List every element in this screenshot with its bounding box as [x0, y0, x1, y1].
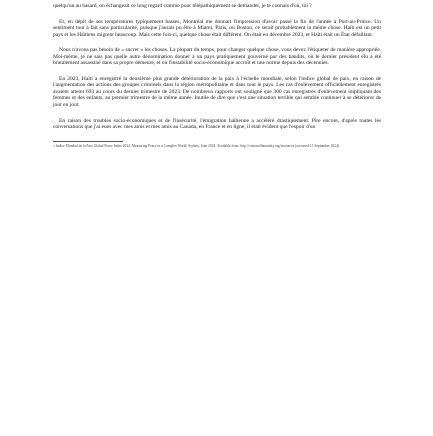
paragraph-3: Nous n'avons pas besoin de « sucrer » les choses. La plupart du temps, pour changer quelque chose, vous devez l'étiqueter de manière appropriée. Moi-même, je ne sais pas quelle autre dénomination donner à un pays pratiquement gouverné par des bandits, où le dernier président élu a été brutalement assassiné dans sa propre demeure, et où l'instabilité socio-économique accroît et une norme depuis des décennies. [53, 47, 381, 67]
paragraph-4: En 2023, Haïti a enregistré la deuxième plus grande détérioration de la paix à l'échelle mondiale, selon l'indice global de paix, en raison de l'augmentation des actions des groupes criminels dans la région métropolitaine et dans tout le pays. Les cas d'enlèvement officiellement enregistrés avaient atteint 693 au cours du dernier trimestre de 2023. De nombreux rapports ont souligné que 300 cas enregistrés d'enlèvement impliquant des femmes et des enfants, au premier trimestre de la même année. Inutile de dire que c'est une situation terrible qui semble continuer à se détériorer de jour en jour. [53, 75, 381, 109]
paragraph-gap [53, 67, 381, 76]
paragraph-gap [53, 10, 381, 19]
paragraph-1: quelqu'un au hasard, on échangeait ce long regard comme pour télépathiquement se demander, je te connais d'où, toi ? [53, 3, 312, 9]
footnote-divider [53, 141, 123, 142]
footnote-1: « Indice Mondial de la Paix Global Peace Index 2024: Measuring Peace in a Complex World, Sydney, June 2024. Available from: http://visionofhumanity.org/resources (accessed 15 September 2024). [53, 143, 340, 148]
paragraph-gap [53, 38, 381, 47]
paragraph-2: Et, en dépit de ses températures typiquement basses, Montréal me donnait l'impression d'avoir passé la fin de l'année à Port-au-Prince. Un sentiment tout à fait sans particularité, puisque j'aurais pu être à Miami, Paris, ou Boston, ce serait probablement la même chose. Haïti est un petit pays et les Haïtiens migrent beaucoup. Mais cette fois-ci, quelque chose était différent. On était en décembre 2023, et Haïti était un État défaillant. [53, 18, 381, 38]
paragraph-gap [53, 109, 381, 118]
paragraph-5: En raison des troubles socio-économiques et de l'insécurité, l'émigration haïtienne a accéléré drastiquement. Pire encore, d'après toutes les conversations que j'ai eues avec mes amis et mes amis au Canada, en France et en ligne, il était évident que l'espoir d'un [53, 117, 381, 131]
document-page [0, 3, 433, 436]
